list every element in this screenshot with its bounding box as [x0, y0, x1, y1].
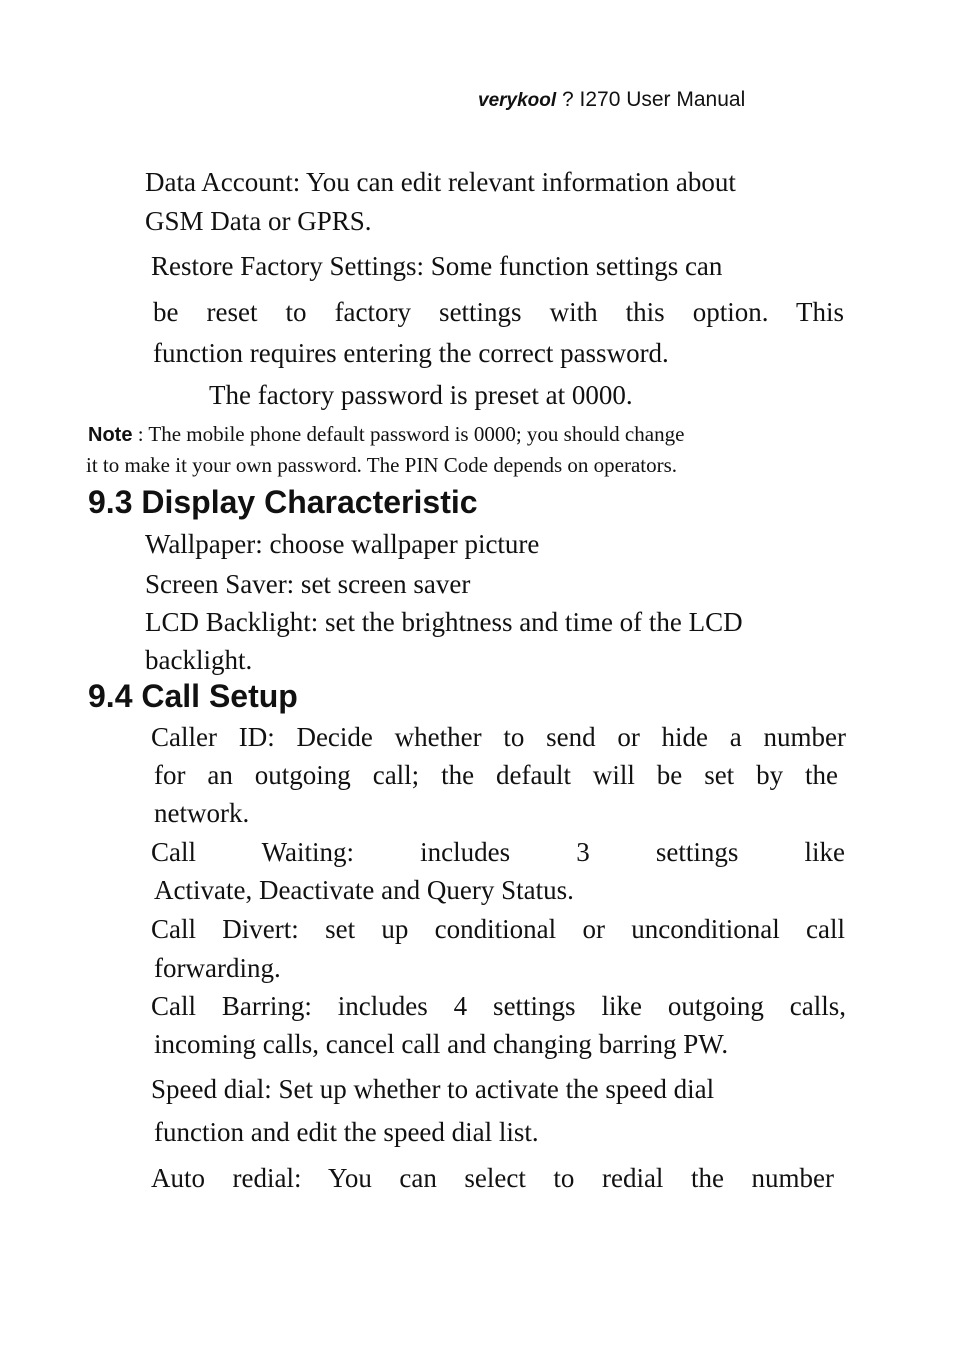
note-label: Note: [88, 424, 133, 446]
data-account-line-2: GSM Data or GPRS.: [145, 206, 372, 236]
header-brand: verykool: [478, 90, 557, 111]
data-account-line-1: Data Account: You can edit relevant information about: [145, 167, 736, 197]
call-barring-line-2: incoming calls, cancel call and changing barring PW.: [154, 1029, 729, 1059]
wallpaper-line: Wallpaper: choose wallpaper picture: [145, 529, 540, 559]
note-text-1: : The mobile phone default password is 0000; you should change: [132, 422, 685, 446]
caller-id-line-1: Caller ID: Decide whether to send or hide a number: [151, 722, 846, 752]
screen-saver-line: Screen Saver: set screen saver: [145, 569, 471, 599]
lcd-backlight-line-1: LCD Backlight: set the brightness and time of the LCD: [145, 607, 743, 637]
call-waiting-line-1: Call Waiting: includes 3 settings like: [151, 837, 845, 867]
restore-factory-line-1: Restore Factory Settings: Some function settings can: [151, 251, 723, 281]
speed-dial-line-2: function and edit the speed dial list.: [154, 1117, 539, 1147]
call-barring-line-1: Call Barring: includes 4 settings like outgoing calls,: [151, 991, 846, 1021]
speed-dial-line-1: Speed dial: Set up whether to activate the speed dial: [151, 1074, 715, 1104]
call-divert-line-2: forwarding.: [154, 953, 281, 983]
note-line-2: it to make it your own password. The PIN Code depends on operators.: [86, 453, 678, 477]
call-waiting-line-2: Activate, Deactivate and Query Status.: [154, 875, 574, 905]
auto-redial-line-1: Auto redial: You can select to redial the number: [151, 1163, 834, 1193]
page-header: [478, 88, 745, 112]
note-line-1: [88, 421, 684, 448]
lcd-backlight-line-2: backlight.: [145, 645, 253, 675]
header-title: ? I270 User Manual: [556, 88, 746, 111]
call-divert-line-1: Call Divert: set up conditional or unconditional call: [151, 914, 845, 944]
caller-id-line-2: for an outgoing call; the default will be set by the: [154, 760, 838, 790]
restore-factory-line-3: function requires entering the correct password.: [153, 338, 669, 368]
caller-id-line-3: network.: [154, 798, 250, 828]
restore-factory-line-2: be reset to factory settings with this option. This: [153, 297, 844, 327]
section-heading-call-setup: 9.4 Call Setup: [88, 678, 298, 714]
section-heading-display: 9.3 Display Characteristic: [88, 484, 478, 520]
restore-factory-line-4: The factory password is preset at 0000.: [209, 380, 633, 410]
